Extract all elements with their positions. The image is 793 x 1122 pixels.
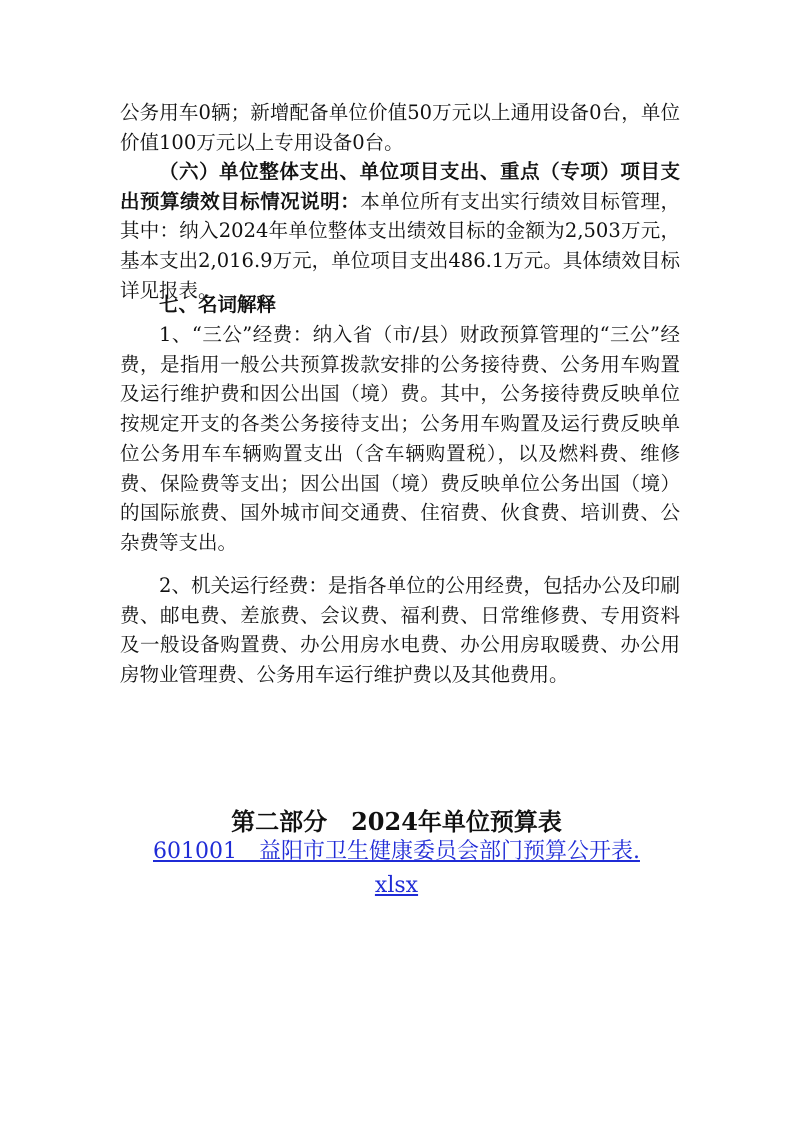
three-public-expenses-definition: 1、“三公”经费：纳入省（市/县）财政预算管理的“三公”经费，是指用一般公共预算拨款安排的公务接待费、公务用车购置及运行维护费和因公出国（境）费。其中，公务接待费反映单位按规定开支的各类公务接待支出；公务用车购置及运行费反映单位公务用车车辆购置支出（含车辆购置税），以及燃料费、维修费、保险费等支出；因公出国（境）费反映单位公务出国（境）的国际旅费、国外城市间交通费、住宿费、伙食费、培训费、公杂费等支出。 [120, 323, 680, 554]
budget-table-attachment-link[interactable]: 601001 益阳市卫生健康委员会部门预算公开表.xlsx [153, 839, 640, 898]
section-six-body: 本单位所有支出实行绩效目标管理，其中：纳入2024年单位整体支出绩效目标的金额为2,503万元，基本支出2,016.9万元，单位项目支出486.1万元。具体绩效目标详见报表。 [120, 189, 680, 302]
glossary-heading: 七、名词解释 [159, 293, 277, 316]
performance-targets-paragraph [120, 157, 680, 306]
vehicle-equipment-paragraph: 公务用车0辆；新增配备单位价值50万元以上通用设备0台，单位价值100万元以上专用设备0台。 [120, 101, 680, 154]
operating-expenses-definition: 2、机关运行经费：是指各单位的公用经费，包括办公及印刷费、邮电费、差旅费、会议费、福利费、日常维修费、专用资料及一般设备购置费、办公用房水电费、办公用房取暖费、办公用房物业管理费、公务用车运行维护费以及其他费用。 [120, 574, 680, 687]
section-six-heading: （六）单位整体支出、单位项目支出、重点（专项）项目支出预算绩效目标情况说明： [120, 160, 680, 213]
part-two-title: 第二部分 2024年单位预算表 [231, 807, 562, 836]
